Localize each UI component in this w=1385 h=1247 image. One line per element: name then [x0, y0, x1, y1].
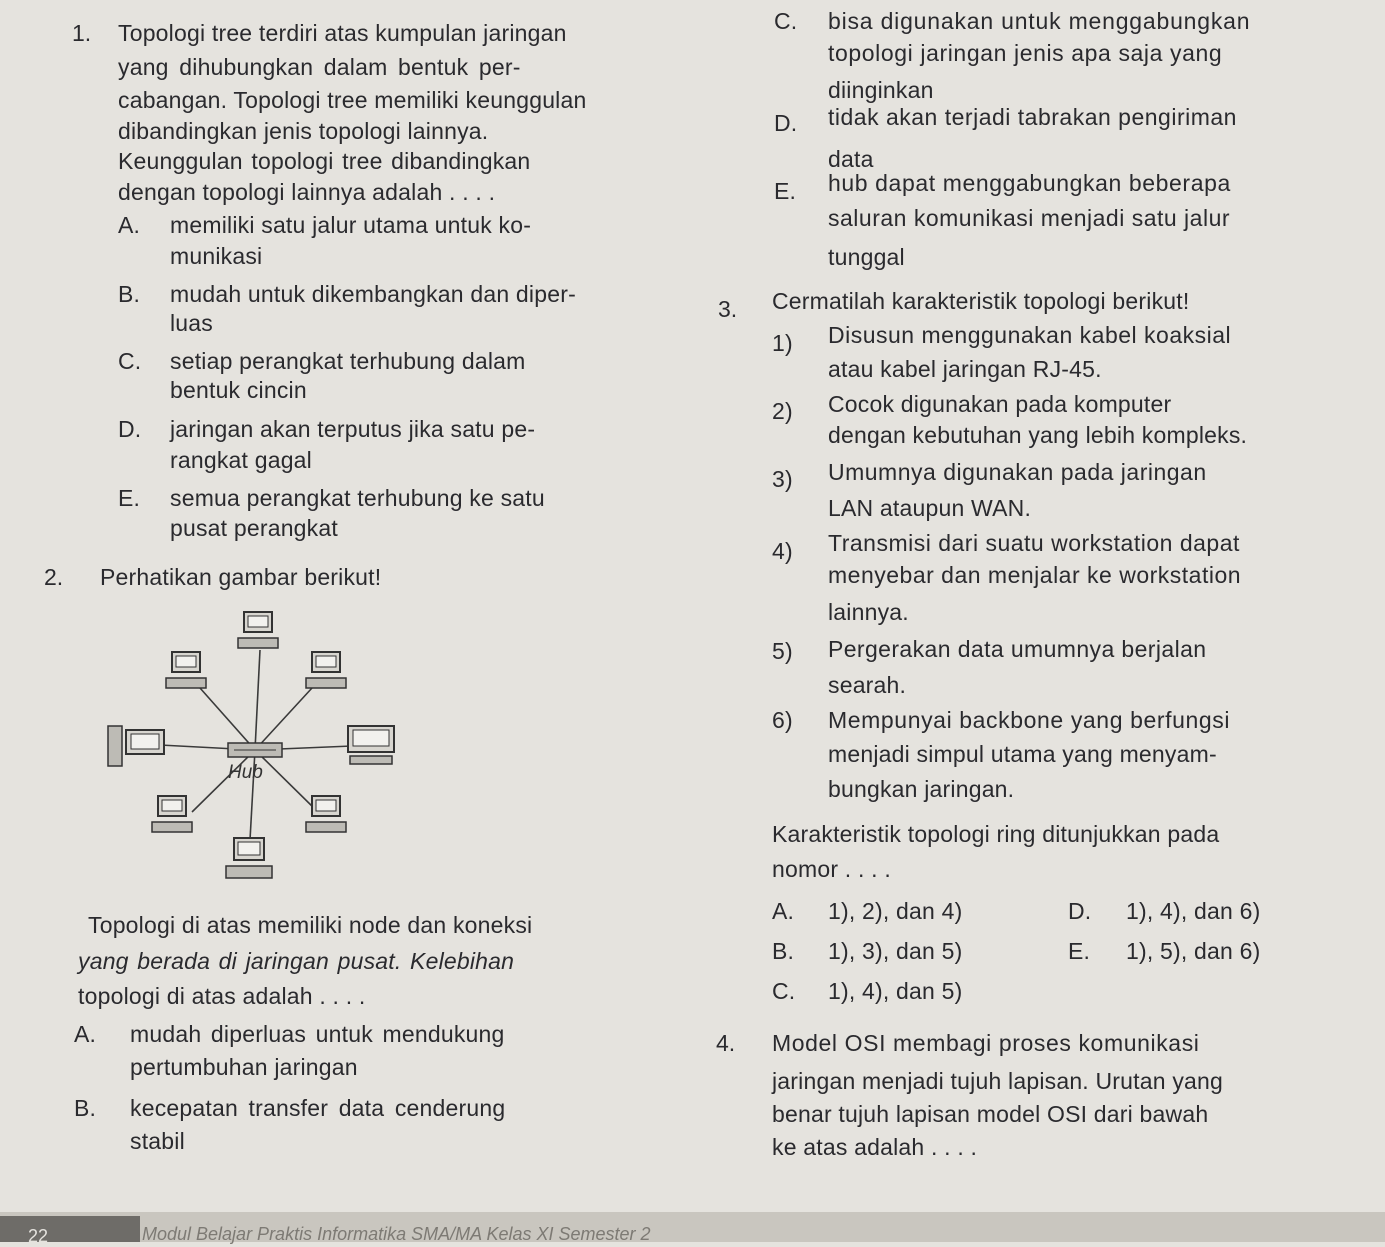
option-text: munikasi — [170, 243, 263, 269]
statement-text: Umumnya digunakan pada jaringan — [828, 459, 1207, 485]
statement-number: 3) — [772, 466, 793, 492]
question-number: 4. — [716, 1030, 736, 1056]
page-number: 22 — [28, 1226, 49, 1246]
option-text: saluran komunikasi menjadi satu jalur — [828, 205, 1231, 231]
computer-icon — [348, 726, 394, 764]
question-text-line: Topologi tree terdiri atas kumpulan jaringan — [118, 20, 567, 46]
question-prompt: Cermatilah karakteristik topologi berikut! — [772, 288, 1190, 314]
question-text-line: benar tujuh lapisan model OSI dari bawah — [772, 1101, 1209, 1127]
question-prompt: Perhatikan gambar berikut! — [100, 564, 382, 590]
option-letter: A. — [118, 212, 141, 238]
computer-icon — [306, 652, 346, 688]
option-letter: B. — [118, 281, 141, 307]
option-text: mudah untuk dikembangkan dan diper- — [170, 281, 576, 307]
question-text-line: Topologi di atas memiliki node dan koneksi — [88, 912, 533, 938]
option-text: 1), 4), dan 5) — [828, 978, 963, 1004]
statement-text: dengan kebutuhan yang lebih kompleks. — [828, 422, 1248, 448]
question-text-line: dengan topologi lainnya adalah . . . . — [118, 179, 496, 205]
option-text: mudah diperluas untuk mendukung — [130, 1021, 505, 1047]
question-number: 3. — [718, 296, 738, 322]
option-letter: A. — [74, 1021, 97, 1047]
statement-text: LAN ataupun WAN. — [828, 495, 1032, 521]
computer-icon — [108, 726, 164, 766]
cable — [255, 688, 312, 750]
option-text: topologi jaringan jenis apa saja yang — [828, 40, 1223, 66]
statement-number: 4) — [772, 538, 793, 564]
question-text-line: Model OSI membagi proses komunikasi — [772, 1030, 1200, 1056]
cable — [200, 688, 255, 750]
option-letter: D. — [118, 416, 142, 442]
option-text: 1), 4), dan 6) — [1126, 898, 1261, 924]
option-text: luas — [170, 310, 213, 336]
question-number: 2. — [44, 564, 64, 590]
question-text-line: dibandingkan jenis topologi lainnya. — [118, 118, 489, 144]
option-letter: B. — [772, 938, 795, 964]
option-text: 1), 2), dan 4) — [828, 898, 963, 924]
question-text-line: Keunggulan topologi tree dibandingkan — [118, 148, 531, 174]
statement-text: atau kabel jaringan RJ-45. — [828, 356, 1102, 382]
question-text-line: jaringan menjadi tujuh lapisan. Urutan yang — [772, 1068, 1223, 1094]
option-letter: C. — [118, 348, 142, 374]
option-letter: E. — [1068, 938, 1091, 964]
hub-icon — [228, 743, 282, 757]
option-text: tidak akan terjadi tabrakan pengiriman — [828, 104, 1237, 130]
option-letter: E. — [118, 485, 141, 511]
option-text: stabil — [130, 1128, 185, 1154]
option-text: pertumbuhan jaringan — [130, 1054, 358, 1080]
statement-text: menyebar dan menjalar ke workstation — [828, 562, 1242, 588]
option-letter: E. — [774, 178, 797, 204]
option-letter: C. — [772, 978, 796, 1004]
statement-text: Disusun menggunakan kabel koaksial — [828, 322, 1232, 348]
option-text: kecepatan transfer data cenderung — [130, 1095, 506, 1121]
hub-label: Hub — [228, 762, 263, 783]
option-text: rangkat gagal — [170, 447, 312, 473]
star-topology-diagram — [100, 600, 410, 895]
option-text: data — [828, 146, 874, 172]
statement-text: bungkan jaringan. — [828, 776, 1015, 802]
option-text: 1), 5), dan 6) — [1126, 938, 1261, 964]
statement-text: searah. — [828, 672, 907, 698]
option-letter: B. — [74, 1095, 97, 1121]
statement-number: 5) — [772, 638, 793, 664]
option-letter: A. — [772, 898, 795, 924]
computer-icon — [226, 838, 272, 878]
cable — [255, 750, 318, 812]
option-text: bentuk cincin — [170, 377, 307, 403]
page-number-tab — [0, 1216, 140, 1242]
computer-icon — [238, 612, 278, 648]
option-text: pusat perangkat — [170, 515, 338, 541]
statement-text: lainnya. — [828, 599, 909, 625]
question-text-line: ke atas adalah . . . . — [772, 1134, 978, 1160]
question-text-line: cabangan. Topologi tree memiliki keunggulan — [118, 87, 587, 113]
question-text-line: nomor . . . . — [772, 856, 891, 882]
option-text: diinginkan — [828, 77, 934, 103]
question-text-line: yang berada di jaringan pusat. Kelebihan — [78, 948, 515, 974]
option-letter: D. — [1068, 898, 1092, 924]
footer-title: Modul Belajar Praktis Informatika SMA/MA Kelas XI Semester 2 — [142, 1224, 651, 1244]
statement-text: Cocok digunakan pada komputer — [828, 391, 1172, 417]
computer-icon — [306, 796, 346, 832]
computer-icon — [152, 796, 192, 832]
option-text: hub dapat menggabungkan beberapa — [828, 170, 1231, 196]
statement-number: 2) — [772, 398, 793, 424]
question-text-line: yang dihubungkan dalam bentuk per- — [118, 54, 521, 80]
question-number: 1. — [72, 20, 92, 46]
statement-text: menjadi simpul utama yang menyam- — [828, 741, 1217, 767]
computer-icon — [166, 652, 206, 688]
option-letter: D. — [774, 110, 798, 136]
statement-number: 1) — [772, 330, 793, 356]
option-text: tunggal — [828, 244, 905, 270]
statement-text: Pergerakan data umumnya berjalan — [828, 636, 1207, 662]
statement-number: 6) — [772, 707, 793, 733]
statement-text: Transmisi dari suatu workstation dapat — [828, 530, 1240, 556]
option-text: 1), 3), dan 5) — [828, 938, 963, 964]
option-text: setiap perangkat terhubung dalam — [170, 348, 526, 374]
option-text: memiliki satu jalur utama untuk ko- — [170, 212, 532, 238]
question-text-line: Karakteristik topologi ring ditunjukkan pada — [772, 821, 1220, 847]
option-text: bisa digunakan untuk menggabungkan — [828, 8, 1251, 34]
cable — [255, 650, 260, 750]
question-text-line: topologi di atas adalah . . . . — [78, 983, 366, 1009]
statement-text: Mempunyai backbone yang berfungsi — [828, 707, 1231, 733]
option-letter: C. — [774, 8, 798, 34]
option-text: semua perangkat terhubung ke satu — [170, 485, 545, 511]
option-text: jaringan akan terputus jika satu pe- — [170, 416, 536, 442]
